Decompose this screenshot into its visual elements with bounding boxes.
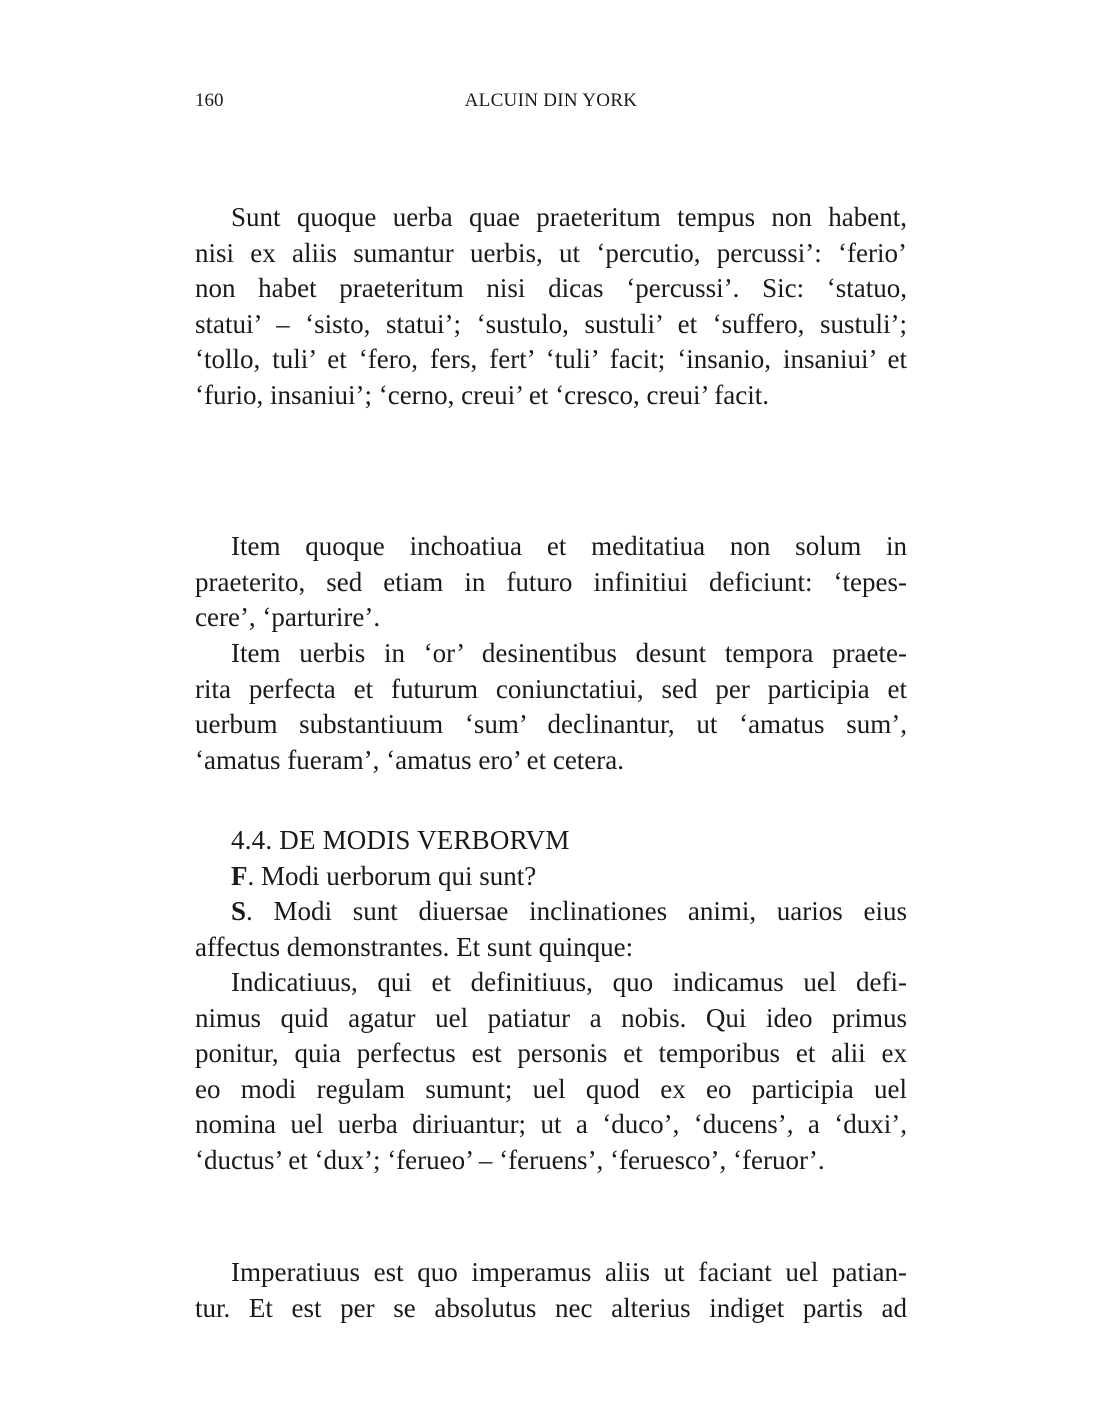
text-line: Item uerbis in ‘or’ desinentibus desunt tempora praete- <box>231 638 907 668</box>
text-line: ‘tollo, tuli’ et ‘fero, fers, fert’ ‘tuli’ facit; ‘insanio, insaniui’ et <box>195 344 907 374</box>
paragraph-desinentibus <box>195 636 907 778</box>
paragraph-inchoatiua <box>195 529 907 636</box>
text-line: Indicatiuus, qui et definitiuus, quo indicamus uel defi- <box>231 967 907 997</box>
running-title: ALCUIN DIN YORK <box>464 90 638 111</box>
text-line: nimus quid agatur uel patiatur a nobis. Qui ideo primus <box>195 1002 907 1033</box>
answer-line <box>195 894 907 930</box>
speaker-label-f: F <box>231 860 248 891</box>
text-line: tur. Et est per se absolutus nec alterius indiget partis ad <box>195 1292 907 1323</box>
section-de-modis <box>195 823 907 1178</box>
section-heading: 4.4. DE MODIS VERBORVM <box>231 825 570 855</box>
text-line: uerbum substantiuum ‘sum’ declinantur, ut ‘amatus sum’, <box>195 709 907 739</box>
text-line: ponitur, quia perfectus est personis et temporibus et alii ex <box>195 1038 907 1068</box>
text-line: eo modi regulam sumunt; uel quod ex eo participia uel <box>195 1073 907 1104</box>
speaker-label-s: S <box>231 896 247 926</box>
paragraph-praeteritum <box>195 200 907 413</box>
text-line: praeterito, sed etiam in futuro infinitiui deficiunt: ‘tepes- <box>195 566 907 597</box>
text-line: non habet praeteritum nisi dicas ‘percussi’. Sic: ‘statuo, <box>195 273 907 303</box>
question-line <box>195 859 907 895</box>
text-line: Item quoque inchoatiua et meditatiua non solum in <box>231 531 907 561</box>
text-line: Sunt quoque uerba quae praeteritum tempus non habent, <box>231 202 907 232</box>
question-text: . Modi uerborum qui sunt? <box>247 860 537 891</box>
text-line: rita perfecta et futurum coniunctatiui, sed per participia et <box>195 673 907 704</box>
text-line: statui’ – ‘sisto, statui’; ‘sustulo, sustuli’ et ‘suffero, sustuli’; <box>195 308 907 339</box>
text-line: ‘amatus fueram’, ‘amatus ero’ et cetera. <box>195 744 625 775</box>
running-head <box>195 88 907 114</box>
text-line: ‘ductus’ et ‘dux’; ‘ferueo’ – ‘feruens’, ‘feruesco’, ‘feruor’. <box>195 1144 825 1175</box>
text-line: ‘furio, insaniui’; ‘cerno, creui’ et ‘cresco, creui’ facit. <box>195 379 769 410</box>
page-number: 160 <box>195 90 224 111</box>
text-line: nisi ex aliis sumantur uerbis, ut ‘percutio, percussi’: ‘ferio’ <box>195 237 907 268</box>
answer-text: . Modi sunt diuersae inclinationes animi, uarios eius <box>246 896 907 926</box>
text-line: cere’, ‘parturire’. <box>195 602 381 632</box>
text-line: Imperatiuus est quo imperamus aliis ut faciant uel patian- <box>231 1257 907 1287</box>
paragraph-imperatiuus <box>195 1255 907 1326</box>
text-line: affectus demonstrantes. Et sunt quinque: <box>195 931 634 962</box>
text-line: nomina uel uerba diriuantur; ut a ‘duco’, ‘ducens’, a ‘duxi’, <box>195 1109 907 1139</box>
